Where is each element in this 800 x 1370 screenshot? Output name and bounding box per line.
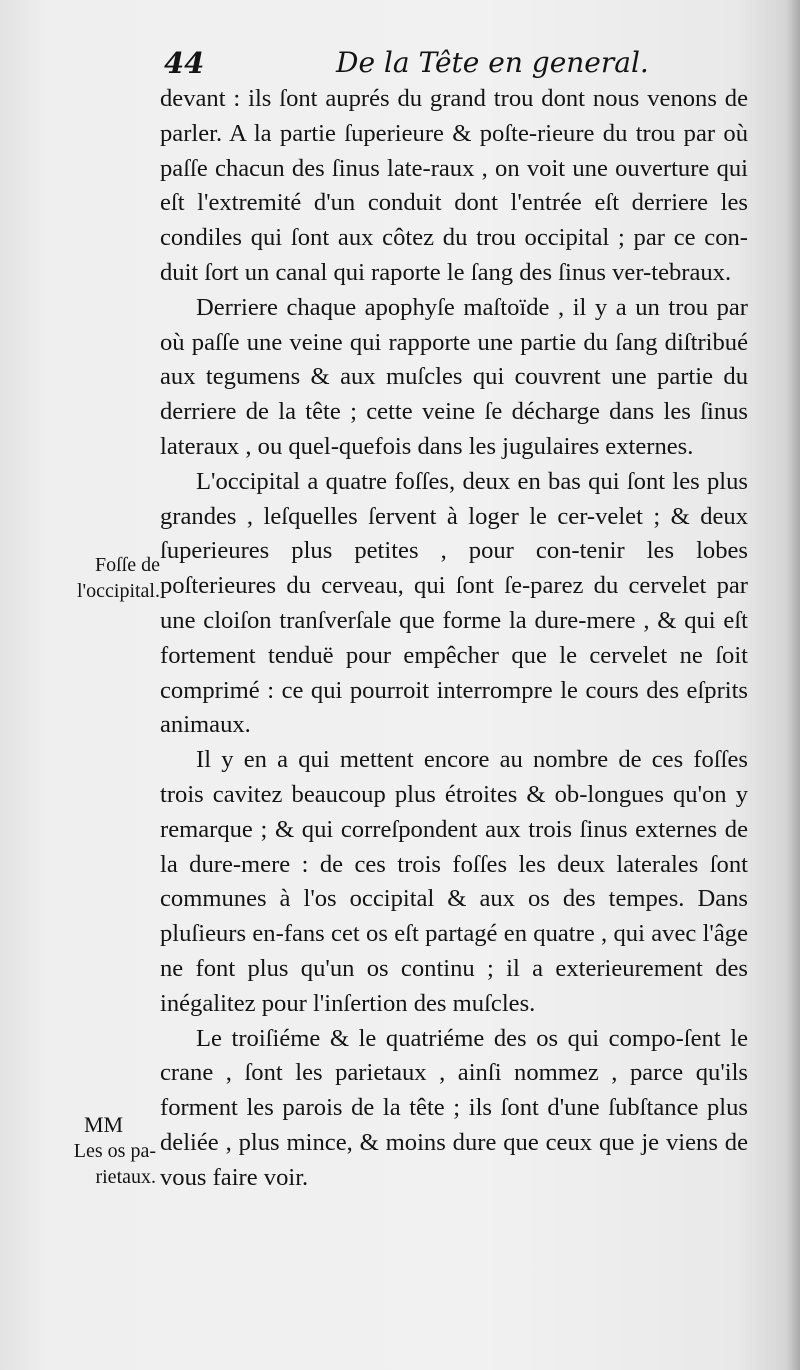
page-header xyxy=(160,40,750,84)
paragraph: L'occipital a quatre foſſes, deux en bas qui ſont les plus grandes , leſquelles ſervent à loger le cer-velet ; & deux ſuperieures plus petites , pour con-tenir les lobes poſterieures du cerveau, qui ſont ſe-parez du cervelet par une cloiſon tranſverſale que forme la dure-mere , & qui eſt fortement tenduë pour empêcher que le cervelet ne ſoit comprimé : ce qui pourroit interrompre le cours des eſprits animaux. xyxy=(160,467,748,739)
paragraph: devant : ils ſont auprés du grand trou dont nous venons de parler. A la partie ſuperieure & poſte-rieure du trou par où paſſe chacun des ſinus late-raux , on voit une ouverture qui eſt l'extremité d'un conduit dont l'entrée eſt derriere les condiles qui ſont aux côtez du trou occipital ; par ce con-duit ſort un canal qui raporte le ſang des ſinus ver-tebraux. xyxy=(160,85,748,286)
paragraph: Le troiſiéme & le quatriéme des os qui compo-ſent le crane , ſont les parietaux , ainſi nommez , parce qu'ils forment les parois de la tête ; ils ſont d'une ſubſtance plus deliée , plus mince, & moins dure que ceux que je viens de vous faire voir. xyxy=(160,1024,748,1191)
margin-note-fosse: Foſſe de l'occipital. xyxy=(76,554,160,602)
page-number: 44 xyxy=(164,46,205,80)
margin-note-parietaux: Les os pa-rietaux. xyxy=(73,1140,156,1188)
paragraph: Il y en a qui mettent encore au nombre de ces foſſes trois cavitez beaucoup plus étroites & ob-longues qu'on y remarque ; & qui correſpondent aux trois ſinus externes de la dure-mere : de ces trois foſſes les deux laterales ſont communes à l'os occipital & aux os des tempes. Dans pluſieurs en-fans cet os eſt partagé en quatre , qui avec l'âge ne font plus qu'un os continu ; il a exterieurement des inégalitez pour l'inſertion des muſcles. xyxy=(160,746,748,1017)
paragraph: Derriere chaque apophyſe maſtoïde , il y a un trou par où paſſe une veine qui rapporte une partie du ſang diſtribué aux tegumens & aux muſcles qui couvrent une partie du derriere de la tête ; cette veine ſe décharge dans les ſinus lateraux , ou quel-quefois dans les jugulaires externes. xyxy=(160,293,748,460)
main-text xyxy=(160,82,748,1196)
page-gutter-shadow xyxy=(786,0,800,1370)
running-title: De la Tête en general. xyxy=(336,46,649,79)
signature-mark: MM xyxy=(84,1112,124,1137)
